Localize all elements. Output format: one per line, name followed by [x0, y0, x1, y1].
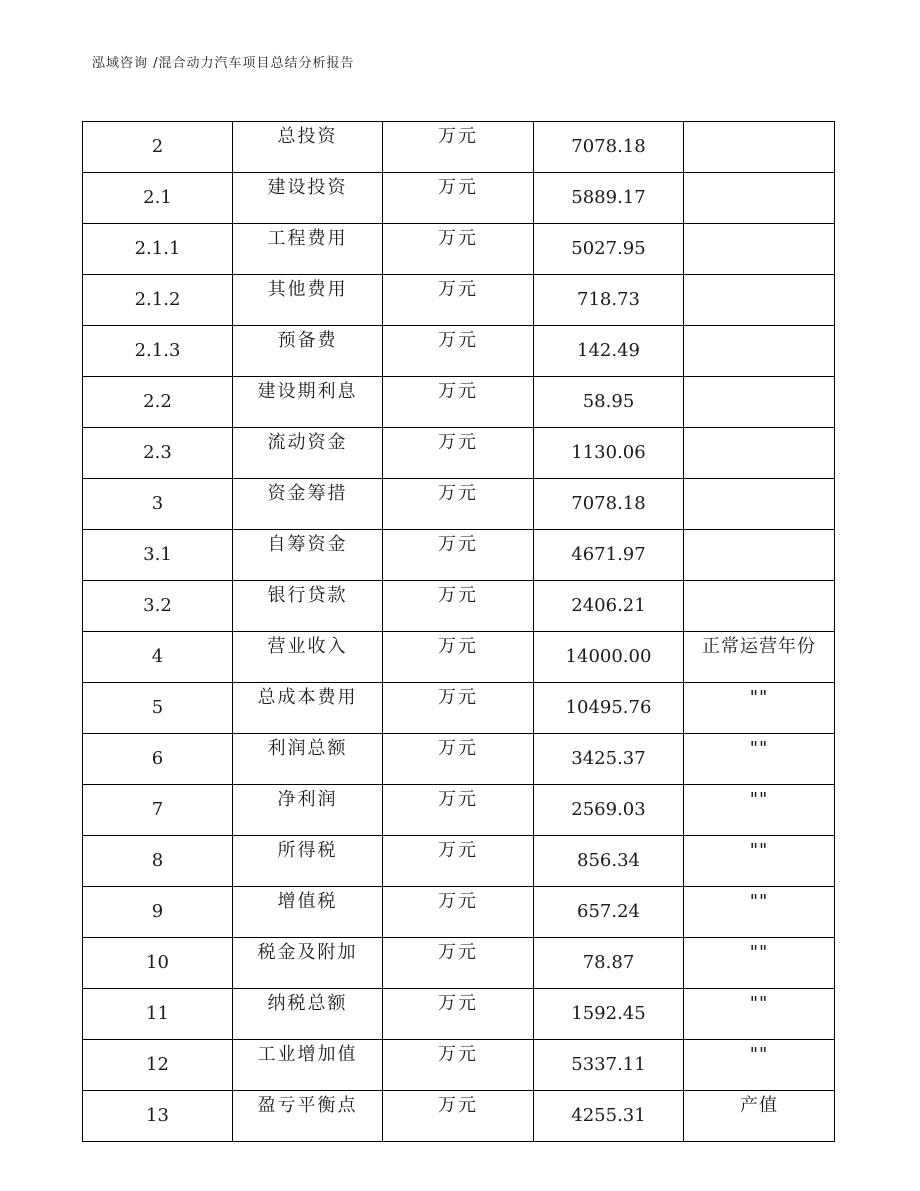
table-row: [83, 836, 835, 887]
note-cell: [684, 377, 835, 428]
value-cell: 1130.06: [534, 428, 684, 479]
unit-cell: 万元: [383, 581, 534, 632]
item-name-cell: 增值税: [233, 887, 383, 938]
unit-cell: 万元: [383, 122, 534, 173]
unit-cell: 万元: [383, 938, 534, 989]
document-header: 泓域咨询 /混合动力汽车项目总结分析报告: [92, 56, 355, 71]
item-name-cell: 纳税总额: [233, 989, 383, 1040]
row-number-cell: 2.1.2: [83, 275, 233, 326]
unit-cell: 万元: [383, 836, 534, 887]
unit-cell: 万元: [383, 734, 534, 785]
table-row: [83, 224, 835, 275]
value-cell: 7078.18: [534, 122, 684, 173]
note-cell: "": [684, 938, 835, 989]
table-row: [83, 122, 835, 173]
value-cell: 1592.45: [534, 989, 684, 1040]
unit-cell: 万元: [383, 989, 534, 1040]
row-number-cell: 9: [83, 887, 233, 938]
item-name-cell: 营业收入: [233, 632, 383, 683]
note-cell: [684, 224, 835, 275]
row-number-cell: 8: [83, 836, 233, 887]
unit-cell: 万元: [383, 173, 534, 224]
value-cell: 657.24: [534, 887, 684, 938]
item-name-cell: 利润总额: [233, 734, 383, 785]
table-row: [83, 377, 835, 428]
item-name-cell: 预备费: [233, 326, 383, 377]
row-number-cell: 2.1.3: [83, 326, 233, 377]
row-number-cell: 5: [83, 683, 233, 734]
value-cell: 58.95: [534, 377, 684, 428]
table-row: [83, 938, 835, 989]
row-number-cell: 11: [83, 989, 233, 1040]
value-cell: 10495.76: [534, 683, 684, 734]
item-name-cell: 盈亏平衡点: [233, 1091, 383, 1142]
row-number-cell: 2.1.1: [83, 224, 233, 275]
unit-cell: 万元: [383, 785, 534, 836]
unit-cell: 万元: [383, 887, 534, 938]
table-row: [83, 1091, 835, 1142]
table-row: [83, 785, 835, 836]
item-name-cell: 自筹资金: [233, 530, 383, 581]
unit-cell: 万元: [383, 224, 534, 275]
value-cell: 718.73: [534, 275, 684, 326]
unit-cell: 万元: [383, 326, 534, 377]
indicator-table: [82, 121, 835, 1142]
table-row: [83, 428, 835, 479]
unit-cell: 万元: [383, 530, 534, 581]
row-number-cell: 3.2: [83, 581, 233, 632]
item-name-cell: 工程费用: [233, 224, 383, 275]
row-number-cell: 6: [83, 734, 233, 785]
unit-cell: 万元: [383, 1040, 534, 1091]
value-cell: 5889.17: [534, 173, 684, 224]
row-number-cell: 3: [83, 479, 233, 530]
note-cell: "": [684, 989, 835, 1040]
unit-cell: 万元: [383, 377, 534, 428]
row-number-cell: 4: [83, 632, 233, 683]
value-cell: 78.87: [534, 938, 684, 989]
item-name-cell: 总投资: [233, 122, 383, 173]
value-cell: 4671.97: [534, 530, 684, 581]
item-name-cell: 资金筹措: [233, 479, 383, 530]
item-name-cell: 净利润: [233, 785, 383, 836]
table-row: [83, 581, 835, 632]
item-name-cell: 所得税: [233, 836, 383, 887]
table-row: [83, 734, 835, 785]
note-cell: 正常运营年份: [684, 632, 835, 683]
note-cell: "": [684, 887, 835, 938]
table-row: [83, 887, 835, 938]
note-cell: [684, 275, 835, 326]
value-cell: 142.49: [534, 326, 684, 377]
note-cell: "": [684, 683, 835, 734]
value-cell: 5337.11: [534, 1040, 684, 1091]
note-cell: [684, 479, 835, 530]
note-cell: [684, 428, 835, 479]
unit-cell: 万元: [383, 683, 534, 734]
item-name-cell: 税金及附加: [233, 938, 383, 989]
row-number-cell: 3.1: [83, 530, 233, 581]
value-cell: 5027.95: [534, 224, 684, 275]
value-cell: 2569.03: [534, 785, 684, 836]
note-cell: [684, 581, 835, 632]
item-name-cell: 建设期利息: [233, 377, 383, 428]
row-number-cell: 2.3: [83, 428, 233, 479]
value-cell: 4255.31: [534, 1091, 684, 1142]
value-cell: 856.34: [534, 836, 684, 887]
row-number-cell: 2.1: [83, 173, 233, 224]
table-row: [83, 479, 835, 530]
item-name-cell: 银行贷款: [233, 581, 383, 632]
table-body: [83, 122, 835, 1142]
table-row: [83, 632, 835, 683]
note-cell: "": [684, 734, 835, 785]
item-name-cell: 其他费用: [233, 275, 383, 326]
note-cell: [684, 326, 835, 377]
table-row: [83, 683, 835, 734]
note-cell: "": [684, 785, 835, 836]
item-name-cell: 流动资金: [233, 428, 383, 479]
row-number-cell: 10: [83, 938, 233, 989]
table-row: [83, 173, 835, 224]
value-cell: 2406.21: [534, 581, 684, 632]
item-name-cell: 建设投资: [233, 173, 383, 224]
item-name-cell: 总成本费用: [233, 683, 383, 734]
row-number-cell: 12: [83, 1040, 233, 1091]
table-row: [83, 989, 835, 1040]
value-cell: 7078.18: [534, 479, 684, 530]
row-number-cell: 7: [83, 785, 233, 836]
note-cell: [684, 530, 835, 581]
table-row: [83, 275, 835, 326]
table-row: [83, 1040, 835, 1091]
unit-cell: 万元: [383, 632, 534, 683]
table-row: [83, 530, 835, 581]
unit-cell: 万元: [383, 275, 534, 326]
note-cell: [684, 122, 835, 173]
row-number-cell: 2: [83, 122, 233, 173]
note-cell: "": [684, 836, 835, 887]
table-row: [83, 326, 835, 377]
note-cell: 产值: [684, 1091, 835, 1142]
note-cell: [684, 173, 835, 224]
unit-cell: 万元: [383, 1091, 534, 1142]
note-cell: "": [684, 1040, 835, 1091]
unit-cell: 万元: [383, 428, 534, 479]
value-cell: 14000.00: [534, 632, 684, 683]
row-number-cell: 13: [83, 1091, 233, 1142]
row-number-cell: 2.2: [83, 377, 233, 428]
item-name-cell: 工业增加值: [233, 1040, 383, 1091]
value-cell: 3425.37: [534, 734, 684, 785]
unit-cell: 万元: [383, 479, 534, 530]
